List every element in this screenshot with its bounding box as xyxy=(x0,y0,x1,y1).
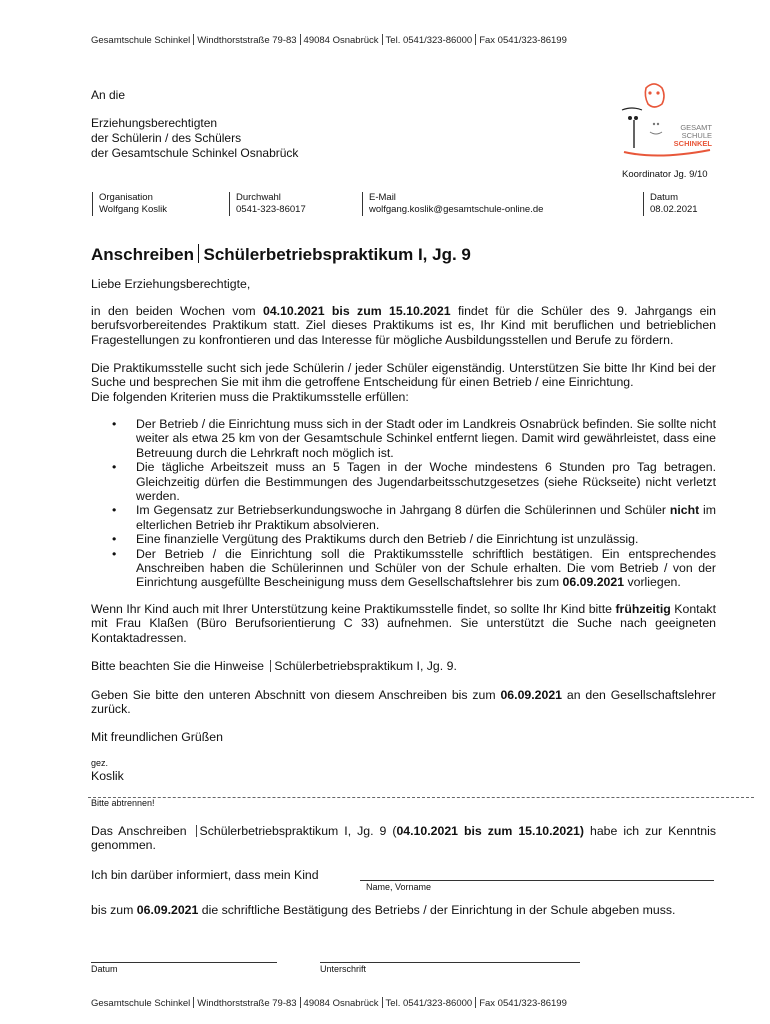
divider xyxy=(475,34,476,45)
list-item xyxy=(112,547,716,590)
emphasis: frühzeitig xyxy=(615,602,671,616)
info-date xyxy=(643,192,698,216)
info-organisation xyxy=(92,192,167,216)
footer-address xyxy=(91,997,567,1009)
text: an den Gesellschaftslehrer zurück. xyxy=(91,688,716,717)
info-value: Wolfgang Koslik xyxy=(99,204,167,215)
text: findet für die Schüler des 9. Jahrgangs ein berufsvorbereitendes Praktikum statt. Ziel dieses Praktikums ist es, Ihr Kind mit beruflichen und betrieblichen Fragestellungen zu konfrontieren und das Interesse für mögliche Ausbildungsstellen und Berufe zu fördern. xyxy=(91,304,717,347)
bullet-icon: • xyxy=(112,417,117,431)
list-item xyxy=(112,417,716,460)
title-right: Schülerbetriebspraktikum I, Jg. 9 xyxy=(203,245,471,264)
divider xyxy=(270,660,271,672)
footer-school: Gesamtschule Schinkel xyxy=(91,998,191,1009)
divider xyxy=(196,825,197,837)
deadline: 06.09.2021 xyxy=(562,575,625,590)
school-logo xyxy=(618,76,718,158)
divider xyxy=(193,34,194,45)
recipient-line: An die xyxy=(91,88,126,102)
text: Schülerbetriebspraktikum I, Jg. 9. xyxy=(274,659,457,673)
date-label: Datum xyxy=(91,964,118,974)
text: habe ich zur Kenntnis genommen. xyxy=(91,824,716,853)
text: vorliegen. xyxy=(624,575,681,590)
paragraph-hint xyxy=(91,659,716,673)
logo-wordmark xyxy=(674,124,712,148)
text: Schülerbetriebspraktikum I, Jg. 9 ( xyxy=(199,824,397,838)
bullet-icon: • xyxy=(112,460,117,475)
info-label: Durchwahl xyxy=(236,192,281,203)
divider xyxy=(382,34,383,45)
paragraph-intro xyxy=(91,304,716,347)
info-label: Organisation xyxy=(99,192,153,203)
list-item xyxy=(112,532,716,546)
slip-acknowledgement xyxy=(91,824,716,853)
emphasis: nicht xyxy=(669,503,700,518)
header-phone: Tel. 0541/323-86000 xyxy=(385,35,473,46)
info-phone xyxy=(229,192,306,216)
divider xyxy=(198,244,200,263)
paragraph-help xyxy=(91,602,716,645)
deadline: 06.09.2021 xyxy=(500,688,563,702)
coordinator-label: Koordinator Jg. 9/10 xyxy=(622,169,708,180)
salutation: Liebe Erziehungsberechtigte, xyxy=(91,277,251,291)
paragraph-return xyxy=(91,688,716,717)
info-label: E-Mail xyxy=(369,192,396,203)
header-city: 49084 Osnabrück xyxy=(303,35,379,46)
recipient-block xyxy=(91,88,298,161)
text: bis zum xyxy=(91,903,137,917)
info-email xyxy=(362,192,543,216)
date-line[interactable] xyxy=(91,962,277,963)
info-value: 0541-323-86017 xyxy=(236,204,306,215)
slip-informed: Ich bin darüber informiert, dass mein Kind xyxy=(91,868,319,882)
header-fax: Fax 0541/323-86199 xyxy=(479,35,567,46)
footer-street: Windthorststraße 79-83 xyxy=(197,998,297,1009)
text: im elterlichen Betrieb ihr Praktikum absolvieren. xyxy=(136,503,716,532)
text: Die folgenden Kriterien muss die Praktikumsstelle erfüllen: xyxy=(91,389,409,404)
header-street: Windthorststraße 79-83 xyxy=(197,35,297,46)
name-label: Name, Vorname xyxy=(366,882,432,892)
text: Geben Sie bitte den unteren Abschnitt von diesem Anschreiben bis zum xyxy=(91,688,501,702)
divider xyxy=(475,997,476,1008)
info-value: 08.02.2021 xyxy=(650,204,698,215)
text: Der Betrieb / die Einrichtung soll die Praktikumsstelle schriftlich bestätigen. Ein entsprechendes Anschreiben haben die Schülerinnen und Schüler von der Schule erhalten. Die vom Betrieb / von der Einrichtung ausgefüllte Bescheinigung muss dem Gesellschaftslehrer bis zum xyxy=(136,546,716,590)
list-item xyxy=(112,460,716,503)
footer-phone: Tel. 0541/323-86000 xyxy=(385,998,473,1009)
gez-label: gez. xyxy=(91,758,109,768)
title-left: Anschreiben xyxy=(91,245,194,264)
divider xyxy=(382,997,383,1008)
slip-deadline xyxy=(91,903,731,917)
header-school: Gesamtschule Schinkel xyxy=(91,35,191,46)
text: Kontakt mit Frau Klaßen (Büro Berufsorientierung C 33) aufnehmen. Sie unterstützt die Suche nach geeigneten Kontaktadressen. xyxy=(91,602,716,645)
text: Im Gegensatz zur Betriebserkundungswoche in Jahrgang 8 dürfen die Schülerinnen und Schüler xyxy=(136,503,670,518)
header-address xyxy=(91,34,567,46)
text: Das Anschreiben xyxy=(91,824,193,838)
footer-fax: Fax 0541/323-86199 xyxy=(479,998,567,1009)
cut-label: Bitte abtrennen! xyxy=(91,798,155,808)
page-title xyxy=(91,244,471,265)
recipient-line: Erziehungsberechtigten xyxy=(91,116,218,130)
logo-word: SCHINKEL xyxy=(673,139,712,148)
text: Die tägliche Arbeitszeit muss an 5 Tagen in der Woche mindestens 6 Stunden pro Tag betragen. Gleichzeitig dürfen die Bestimmungen des Jugendarbeitsschutzgesetzes (siehe Rückseite) nicht verletzt werden. xyxy=(136,460,716,504)
date-range: 04.10.2021 bis zum 15.10.2021) xyxy=(396,824,584,838)
cut-line xyxy=(88,797,754,798)
signature-label: Unterschrift xyxy=(320,964,367,974)
logo-word: SCHULE xyxy=(681,131,712,140)
text: in den beiden Wochen vom xyxy=(91,304,263,318)
name-line[interactable] xyxy=(360,880,714,881)
list-item xyxy=(112,503,716,532)
bullet-icon: • xyxy=(112,532,117,547)
text: Eine finanzielle Vergütung des Praktikums durch den Betrieb / die Einrichtung ist unzulässig. xyxy=(136,532,639,547)
paragraph-search xyxy=(91,361,716,404)
criteria-list xyxy=(112,417,716,590)
divider xyxy=(300,997,301,1008)
divider xyxy=(300,34,301,45)
text: Der Betrieb / die Einrichtung muss sich in der Stadt oder im Landkreis Osnabrück befinden. Sie sollte nicht weiter als etwa 25 km von der Gesamtschule Schinkel entfernt liegen. Damit wird gewährleistet, dass eine Betreuung durch die Lehrkraft noch möglich ist. xyxy=(136,417,716,460)
date-range: 04.10.2021 bis zum 15.10.2021 xyxy=(263,304,451,318)
logo-word: GESAMT xyxy=(680,123,712,132)
text: die schriftliche Bestätigung des Betriebs / der Einrichtung in der Schule abgeben muss. xyxy=(198,903,676,917)
recipient-line: der Gesamtschule Schinkel Osnabrück xyxy=(91,146,299,160)
footer-city: 49084 Osnabrück xyxy=(303,998,379,1009)
text: Die Praktikumsstelle sucht sich jede Schülerin / jeder Schüler eigenständig. Unterstützen Sie bitte Ihr Kind bei der Suche und besprechen Sie mit ihm die getroffene Entscheidung für einen Betrieb / eine Einrichtung. xyxy=(91,361,716,390)
info-value: wolfgang.koslik@gesamtschule-online.de xyxy=(369,204,544,215)
text: Wenn Ihr Kind auch mit Ihrer Unterstützung keine Praktikumsstelle findet, so sollte Ihr Kind bitte xyxy=(91,602,616,616)
divider xyxy=(193,997,194,1008)
deadline: 06.09.2021 xyxy=(136,903,199,917)
signature-name: Koslik xyxy=(91,769,124,783)
bullet-icon: • xyxy=(112,546,117,561)
recipient-line: der Schülerin / des Schülers xyxy=(91,131,242,145)
closing: Mit freundlichen Grüßen xyxy=(91,730,223,744)
info-label: Datum xyxy=(650,192,678,203)
text: Bitte beachten Sie die Hinweise xyxy=(91,659,268,673)
bullet-icon: • xyxy=(112,503,117,518)
signature-line[interactable] xyxy=(320,962,580,963)
